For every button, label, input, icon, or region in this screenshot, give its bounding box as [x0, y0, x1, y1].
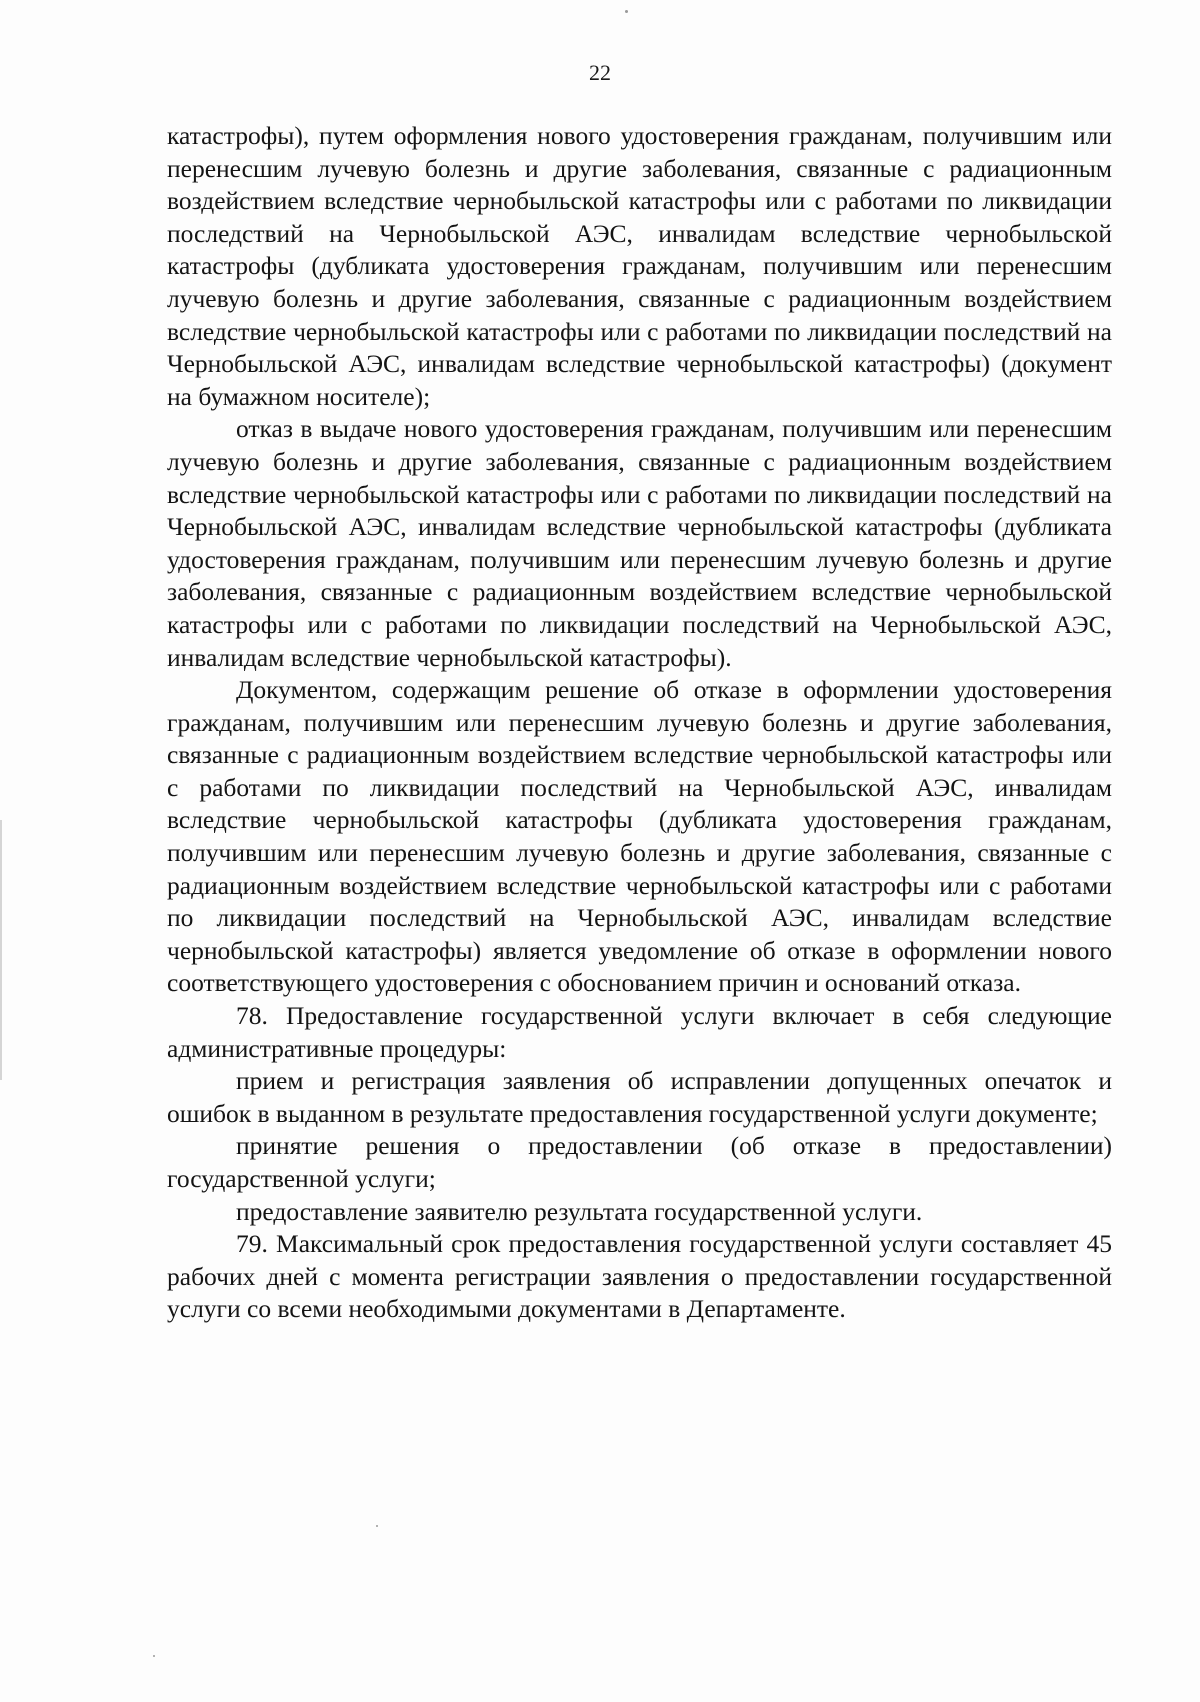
scan-speck: [153, 1655, 155, 1657]
paragraph: 78. Предоставление государственной услуги включает в себя следующие административные процедуры:: [167, 1001, 1112, 1063]
paragraph: отказ в выдаче нового удостоверения гражданам, получившим или перенесшим лучевую болезнь и другие заболевания, связанные с радиационным воздействием вследствие чернобыльской катастрофы или с работами по ликвидации последствий на Чернобыльской АЭС, инвалидам вследствие чернобыльской катастрофы (дубликата удостоверения гражданам, получившим или перенесшим лучевую болезнь и другие заболевания, связанные с радиационным воздействием вследствие чернобыльской катастрофы или с работами по ликвидации последствий на Чернобыльской АЭС, инвалидам вследствие чернобыльской катастрофы).: [167, 414, 1112, 672]
scan-speck: [376, 1525, 378, 1527]
paragraph: катастрофы), путем оформления нового удостоверения гражданам, получившим или перенесшим лучевую болезнь и другие заболевания, связанные с радиационным воздействием вследствие чернобыльской катастрофы или с работами по ликвидации последствий на Чернобыльской АЭС, инвалидам вследствие чернобыльской катастрофы (дубликата удостоверения гражданам, получившим или перенесшим лучевую болезнь и другие заболевания, связанные с радиационным воздействием вследствие чернобыльской катастрофы или с работами по ликвидации последствий на Чернобыльской АЭС, инвалидам вследствие чернобыльской катастрофы) (документ на бумажном носителе);: [167, 121, 1112, 411]
document-body: [167, 120, 1112, 1326]
paragraph: Документом, содержащим решение об отказе в оформлении удостоверения гражданам, получившим или перенесшим лучевую болезнь и другие заболевания, связанные с радиационным воздействием вследствие чернобыльской катастрофы или с работами по ликвидации последствий на Чернобыльской АЭС, инвалидам вследствие чернобыльской катастрофы (дубликата удостоверения гражданам, получившим или перенесшим лучевую болезнь и другие заболевания, связанные с радиационным воздействием вследствие чернобыльской катастрофы или с работами по ликвидации последствий на Чернобыльской АЭС, инвалидам вследствие чернобыльской катастрофы) является уведомление об отказе в оформлении нового соответствующего удостоверения с обоснованием причин и оснований отказа.: [167, 675, 1112, 998]
paragraph: прием и регистрация заявления об исправлении допущенных опечаток и ошибок в выданном в результате предоставления государственной услуги документе;: [167, 1066, 1112, 1128]
paragraph: 79. Максимальный срок предоставления государственной услуги составляет 45 рабочих дней с момента регистрации заявления о предоставлении государственной услуги со всеми необходимыми документами в Департаменте.: [167, 1229, 1112, 1324]
paragraph: принятие решения о предоставлении (об отказе в предоставлении) государственной услуги;: [167, 1131, 1112, 1193]
scan-speck: [625, 10, 628, 13]
page-number: 22: [589, 60, 611, 85]
paragraph: предоставление заявителю результата государственной услуги.: [236, 1196, 923, 1226]
scan-margin-line: [0, 820, 2, 1080]
